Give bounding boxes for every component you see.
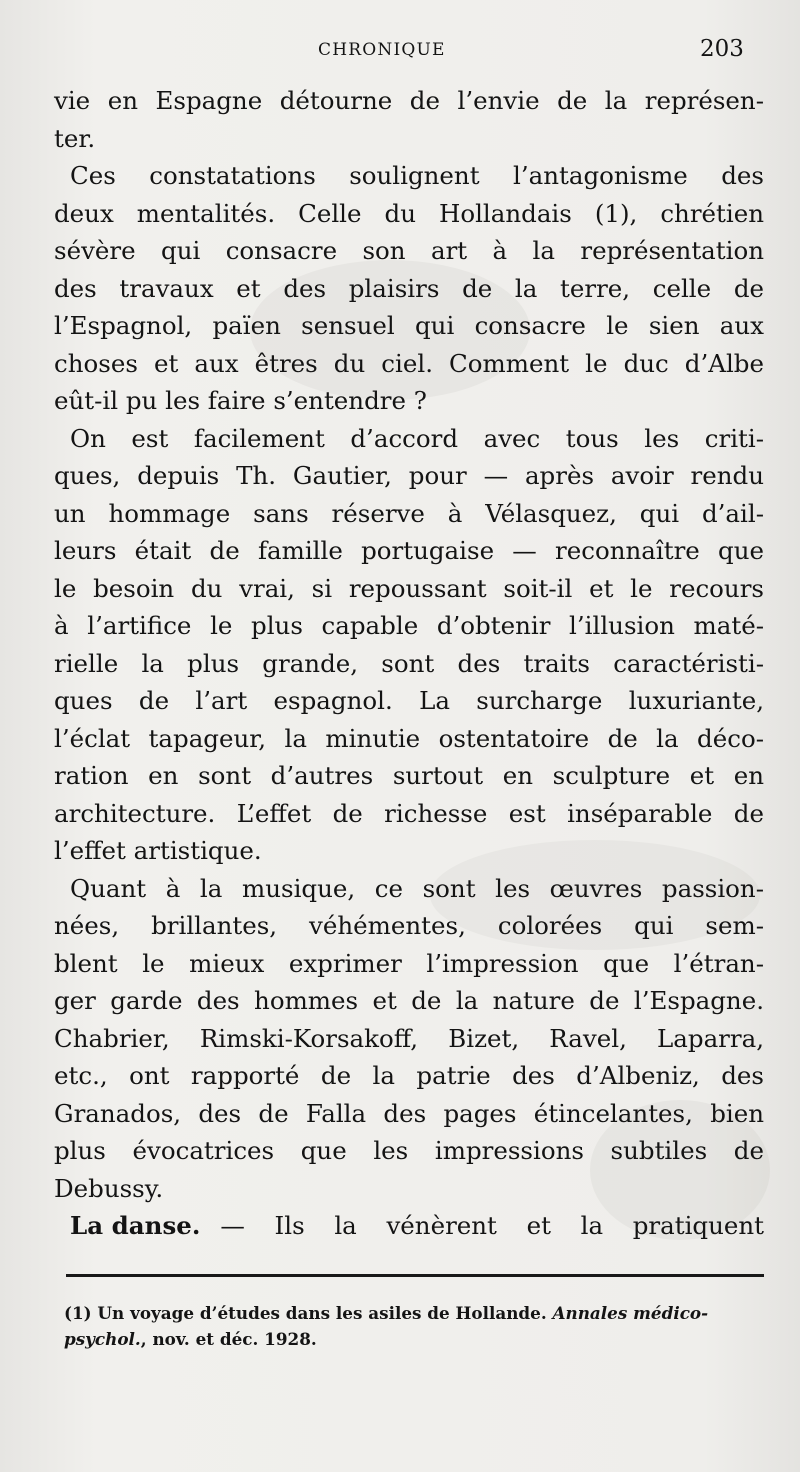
text-line: des travaux et des plaisirs de la terre, celle de <box>54 273 764 303</box>
footnote-line <box>64 1326 770 1352</box>
text-line: On est facilement d’accord avec tous les criti- <box>70 423 764 453</box>
text-line: vie en Espagne détourne de l’envie de la représen- <box>54 86 764 115</box>
footnote-divider <box>66 1274 764 1277</box>
section-heading: La danse. <box>70 1211 201 1240</box>
text-line: plus évocatrices que les impressions subtiles de <box>54 1136 764 1165</box>
text-line: ques, depuis Th. Gautier, pour — après avoir rendu <box>54 461 764 490</box>
section-text: — Ils la vénèrent et la pratiquent <box>220 1211 764 1240</box>
footnote-journal-cont: psychol. <box>64 1329 141 1349</box>
text-line: choses et aux êtres du ciel. Comment le duc d’Albe <box>54 348 764 378</box>
text-line: Quant à la musique, ce sont les œuvres passion- <box>70 873 764 903</box>
text-line: Ces constatations soulignent l’antagonisme des <box>70 161 764 190</box>
text-line: ration en sont d’autres surtout en sculpture et en <box>54 761 764 790</box>
text-line: à l’artifice le plus capable d’obtenir l’illusion maté- <box>54 611 764 640</box>
text-line: rielle la plus grande, sont des traits caractéristi- <box>54 648 764 678</box>
running-title: CHRONIQUE <box>318 40 446 60</box>
text-line: l’Espagnol, païen sensuel qui consacre le sien aux <box>54 311 764 340</box>
body-text <box>54 82 764 1245</box>
footnote-citation: (1) Un voyage d’études dans les asiles de Hollande. <box>64 1303 547 1323</box>
text-line: l’éclat tapageur, la minutie ostentatoire de la déco- <box>54 723 764 753</box>
footnote-line <box>64 1300 770 1326</box>
text-line: nées, brillantes, véhémentes, colorées qui sem- <box>54 911 764 940</box>
text-line: blent le mieux exprimer l’impression que l’étran- <box>54 948 764 978</box>
text-line: ger garde des hommes et de la nature de l’Espagne. <box>54 986 764 1015</box>
page-number: 203 <box>700 36 744 62</box>
footnote-journal: Annales médico- <box>552 1303 709 1323</box>
text-line: Granados, des de Falla des pages étincelantes, bien <box>54 1098 764 1128</box>
section-line <box>54 1207 764 1245</box>
text-line: l’effet artistique. <box>54 836 262 865</box>
footnote-date: , nov. et déc. 1928. <box>140 1329 317 1349</box>
text-line: architecture. L’effet de richesse est inséparable de <box>54 798 764 828</box>
text-line: Debussy. <box>54 1173 164 1203</box>
text-line: ques de l’art espagnol. La surcharge luxuriante, <box>54 686 764 715</box>
text-line: un hommage sans réserve à Vélasquez, qui d’ail- <box>54 498 764 528</box>
text-line: deux mentalités. Celle du Hollandais (1), chrétien <box>54 198 764 228</box>
text-line: Chabrier, Rimski-Korsakoff, Bizet, Ravel, Laparra, <box>54 1023 764 1053</box>
footnote <box>64 1300 770 1352</box>
text-line: sévère qui consacre son art à la représentation <box>54 236 764 265</box>
text-line: leurs était de famille portugaise — reconnaître que <box>54 536 764 565</box>
text-line: etc., ont rapporté de la patrie des d’Albeniz, des <box>54 1061 764 1090</box>
running-head <box>0 36 800 70</box>
text-line: eût-il pu les faire s’entendre ? <box>54 386 427 415</box>
text-line: le besoin du vrai, si repoussant soit-il et le recours <box>54 573 764 603</box>
text-line: ter. <box>54 123 96 153</box>
